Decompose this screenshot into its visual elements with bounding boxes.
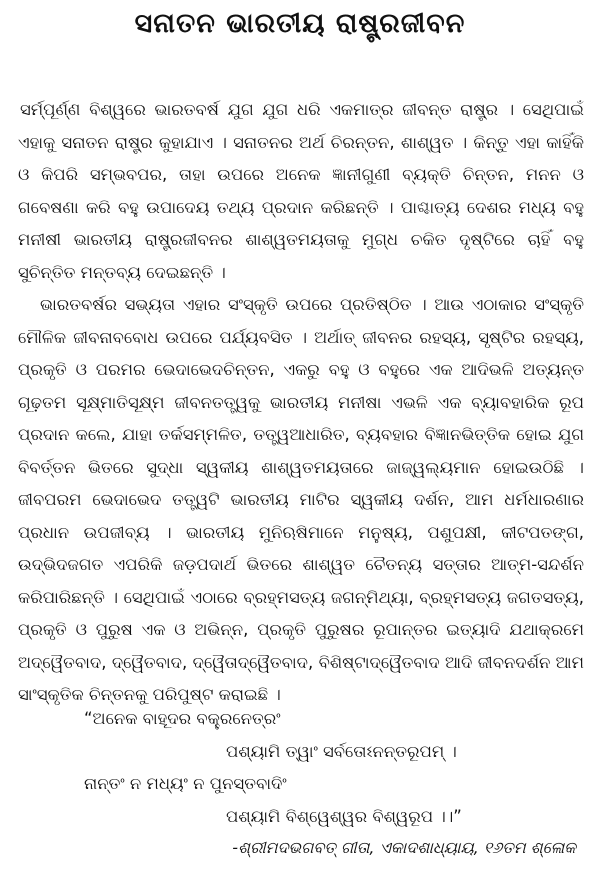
paragraph-2: ଭାରତବର୍ଷର ସଭ୍ୟତା ଏହାର ସଂସ୍କୃତି ଉପରେ ପ୍ରତିଷ୍ଠିତ । ଆଉ ଏଠାକାର ସଂସ୍କୃତି ମୌଳିକ ଜୀବନାବବୋଧ ଉପରେ ପର୍ଯ୍ୟବସିତ । ଅର୍ଥାତ୍ ଜୀବନର ରହସ୍ୟ, ସୃଷ୍ଟିର ରହସ୍ୟ, ପ୍ରକୃତି ଓ ପରମର ଭେଦାଭେଦଚିନ୍ତନ, ଏକରୁ ବହୁ ଓ ବହୁରେ ଏକ ଆଦିଭଳି ଅତ୍ୟନ୍ତ ଗୂଢ଼ତମ ସୂକ୍ଷ୍ମାତିସୂକ୍ଷ୍ମ ଜୀବନତତ୍ତ୍ୱକୁ ଭାରତୀୟ ମନୀଷା ଏଭଳି ଏକ ବ୍ୟାବହାରିକ ରୂପ ପ୍ରଦାନ କଲେ, ଯାହା ତର୍କସମ୍ମଳିତ, ତତ୍ତ୍ୱଆଧାରିତ, ବ୍ୟବହାର ବିଜ୍ଞାନଭିତ୍ତିକ ହୋଇ ଯୁଗ ବିବର୍ତ୍ତନ ଭିତରେ ସୁଦ୍ଧା ସ୍ୱକୀୟ ଶାଶ୍ୱତମୟତାରେ ଜାଜ୍ୱଲ୍ୟମାନ ହୋଇଉଠିଛି । ଜୀବପରମ ଭେଦାଭେଦ ତତ୍ତ୍ୱଟି ଭାରତୀୟ ମାଟିର ସ୍ୱକୀୟ ଦର୍ଶନ, ଆମ ଧର୍ମଧାରଣାର ପ୍ରଧାନ ଉପଜୀବ୍ୟ । ଭାରତୀୟ ମୁନିଋଷିମାନେ ମନୁଷ୍ୟ, ପଶୁପକ୍ଷୀ, କୀଟପତଙ୍ଗ, ଉଦ୍ଭିଦଜଗତ ଏପରିକି ଜଡ଼ପଦାର୍ଥ ଭିତରେ ଶାଶ୍ୱତ ଚୈତନ୍ୟ ସତ୍ତାର ଆତ୍ମ-ସନ୍ଦର୍ଶନ କରିପାରିଛନ୍ତି । ସେଥିପାଇଁ ଏଠାରେ ବ୍ରହ୍ମସତ୍ୟ ଜଗନ୍ମିଥ୍ୟା, ବ୍ରହ୍ମସତ୍ୟ ଜଗତସତ୍ୟ, ପ୍ରକୃତି ଓ ପୁରୁଷ ଏକ ଓ ଅଭିନ୍ନ, ପ୍ରକୃତି ପୁରୁଷର ରୂପାନ୍ତର ଇତ୍ୟାଦି ଯଥାକ୍ରମେ ଅଦ୍ୱୈତବାଦ, ଦ୍ୱୈତବାଦ, ଦ୍ୱୈତାଦ୍ୱୈତବାଦ, ବିଶିଷ୍ଟାଦ୍ୱୈତବାଦ ଆଦି ଜୀବନଦର୍ଶନ ଆମ ସାଂସ୍କୃତିକ ଚିନ୍ତନକୁ ପରିପୁଷ୍ଟ କରାଇଛି । — [18, 295, 584, 704]
verse-line-3: ନାନ୍ତଂ ନ ମଧ୍ୟଂ ନ ପୁନସ୍ତବାଦିଂ — [84, 774, 287, 793]
verse-line-2: ପଶ୍ୟାମି ତ୍ୱାଂ ସର୍ବତୋଽନନ୍ତରୂପମ୍ । — [226, 741, 457, 761]
verse-line-4: ପଶ୍ୟାମି ବିଶ୍ୱେଶ୍ୱର ବିଶ୍ୱରୂପ ।।” — [226, 806, 462, 826]
verse-block — [0, 703, 600, 833]
body-text — [18, 94, 584, 712]
verse-line-1: “ଅନେକ ବାହୂଦର ବକ୍ତ୍ରନେତ୍ରଂ — [84, 709, 281, 728]
page-title: ସନାତନ ଭାରତୀୟ ରାଷ୍ଟ୍ରଜୀବନ — [134, 8, 466, 39]
paragraph-1: ସର୍ମ୍ପୂର୍ଣ୍ଣ ବିଶ୍ୱରେ ଭାରତବର୍ଷ ଯୁଗ ଯୁଗ ଧରି ଏକମାତ୍ର ଜୀବନ୍ତ ରାଷ୍ଟ୍ର । ସେଥିପାଇଁ ଏହାକୁ ସନାତନ ରାଷ୍ଟ୍ର କୁହାଯାଏ । ସନାତନର ଅର୍ଥ ଚିରନ୍ତନ, ଶାଶ୍ୱତ । କିନ୍ତୁ ଏହା କାହିଁକି ଓ କିପରି ସମ୍ଭବପର, ତାହା ଉପରେ ଅନେକ ଜ୍ଞାନୀଗୁଣୀ ବ୍ୟକ୍ତି ଚିନ୍ତନ, ମନନ ଓ ଗବେଷଣା କରି ବହୁ ଉପାଦେୟ ତଥ୍ୟ ପ୍ରଦାନ କରିଛନ୍ତି । ପାଶ୍ଚାତ୍ୟ ଦେଶର ମଧ୍ୟ ବହୁ ମନୀଷୀ ଭାରତୀୟ ରାଷ୍ଟ୍ରଜୀବନର ଶାଶ୍ୱତମୟତାକୁ ମୁଗ୍ଧ ଚକିତ ଦୃଷ୍ଟିରେ ଚାହିଁ ବହୁ ସୁଚିନ୍ତିତ ମନ୍ତବ୍ୟ ଦେଇଛନ୍ତି । — [18, 100, 584, 282]
verse-citation: -ଶ୍ରୀମଦଭଗବତ୍ ଗୀତା, ଏକାଦଶାଧ୍ୟାୟ, ୧୬ତମ ଶ୍ଳୋକ — [232, 838, 576, 857]
